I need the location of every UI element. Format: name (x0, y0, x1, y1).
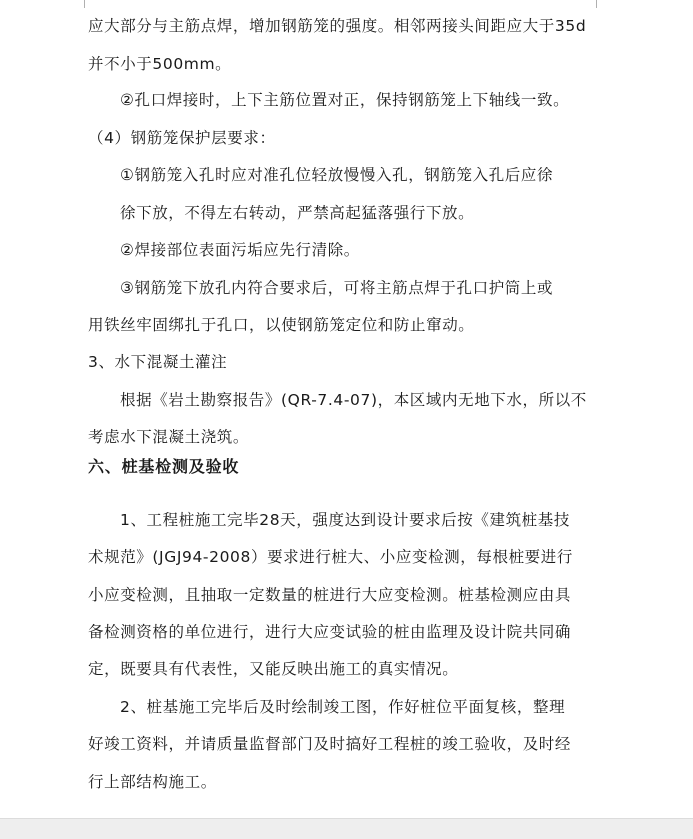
paragraph-line: ②孔口焊接时，上下主筋位置对正，保持钢筋笼上下轴线一致。 (120, 91, 570, 109)
paragraph-line: 用铁丝牢固绑扎于孔口，以使钢筋笼定位和防止窜动。 (88, 316, 475, 334)
page-corner-mark-left (72, 0, 85, 8)
paragraph-line: 并不小于500mm。 (88, 55, 232, 73)
section-heading: 六、桩基检测及验收 (88, 457, 240, 476)
paragraph-line: 小应变检测，且抽取一定数量的桩进行大应变检测。桩基检测应由具 (88, 586, 572, 604)
paragraph-line: 1、工程桩施工完毕28天，强度达到设计要求后按《建筑桩基技 (120, 511, 570, 529)
paragraph-line: 术规范》(JGJ94-2008）要求进行桩大、小应变检测，每根桩要进行 (88, 548, 573, 566)
subheading-line: （4）钢筋笼保护层要求： (88, 129, 276, 147)
paragraph-line: 考虑水下混凝土浇筑。 (88, 428, 250, 446)
paragraph-line: 行上部结构施工。 (88, 773, 217, 791)
page-corner-mark-right (596, 0, 609, 8)
paragraph-line: ③钢筋笼下放孔内符合要求后，可将主筋点焊于孔口护筒上或 (120, 279, 554, 297)
paragraph-line: 徐下放，不得左右转动，严禁高起猛落强行下放。 (120, 204, 475, 222)
paragraph-line: ②焊接部位表面污垢应先行清除。 (120, 241, 360, 259)
page-bottom-gutter (0, 818, 693, 839)
paragraph-line: ①钢筋笼入孔时应对准孔位轻放慢慢入孔，钢筋笼入孔后应徐 (120, 166, 554, 184)
paragraph-line: 根据《岩土勘察报告》(QR-7.4-07)，本区域内无地下水，所以不 (120, 391, 587, 409)
paragraph-line: 备检测资格的单位进行，进行大应变试验的桩由监理及设计院共同确 (88, 623, 572, 641)
paragraph-line: 应大部分与主筋点焊，增加钢筋笼的强度。相邻两接头间距应大于35d (88, 17, 587, 35)
paragraph-line: 定，既要具有代表性，又能反映出施工的真实情况。 (88, 660, 459, 678)
paragraph-line: 好竣工资料，并请质量监督部门及时搞好工程桩的竣工验收，及时经 (88, 735, 572, 753)
paragraph-line: 2、桩基施工完毕后及时绘制竣工图，作好桩位平面复核，整理 (120, 698, 566, 716)
subheading-line: 3、水下混凝土灌注 (88, 353, 228, 371)
